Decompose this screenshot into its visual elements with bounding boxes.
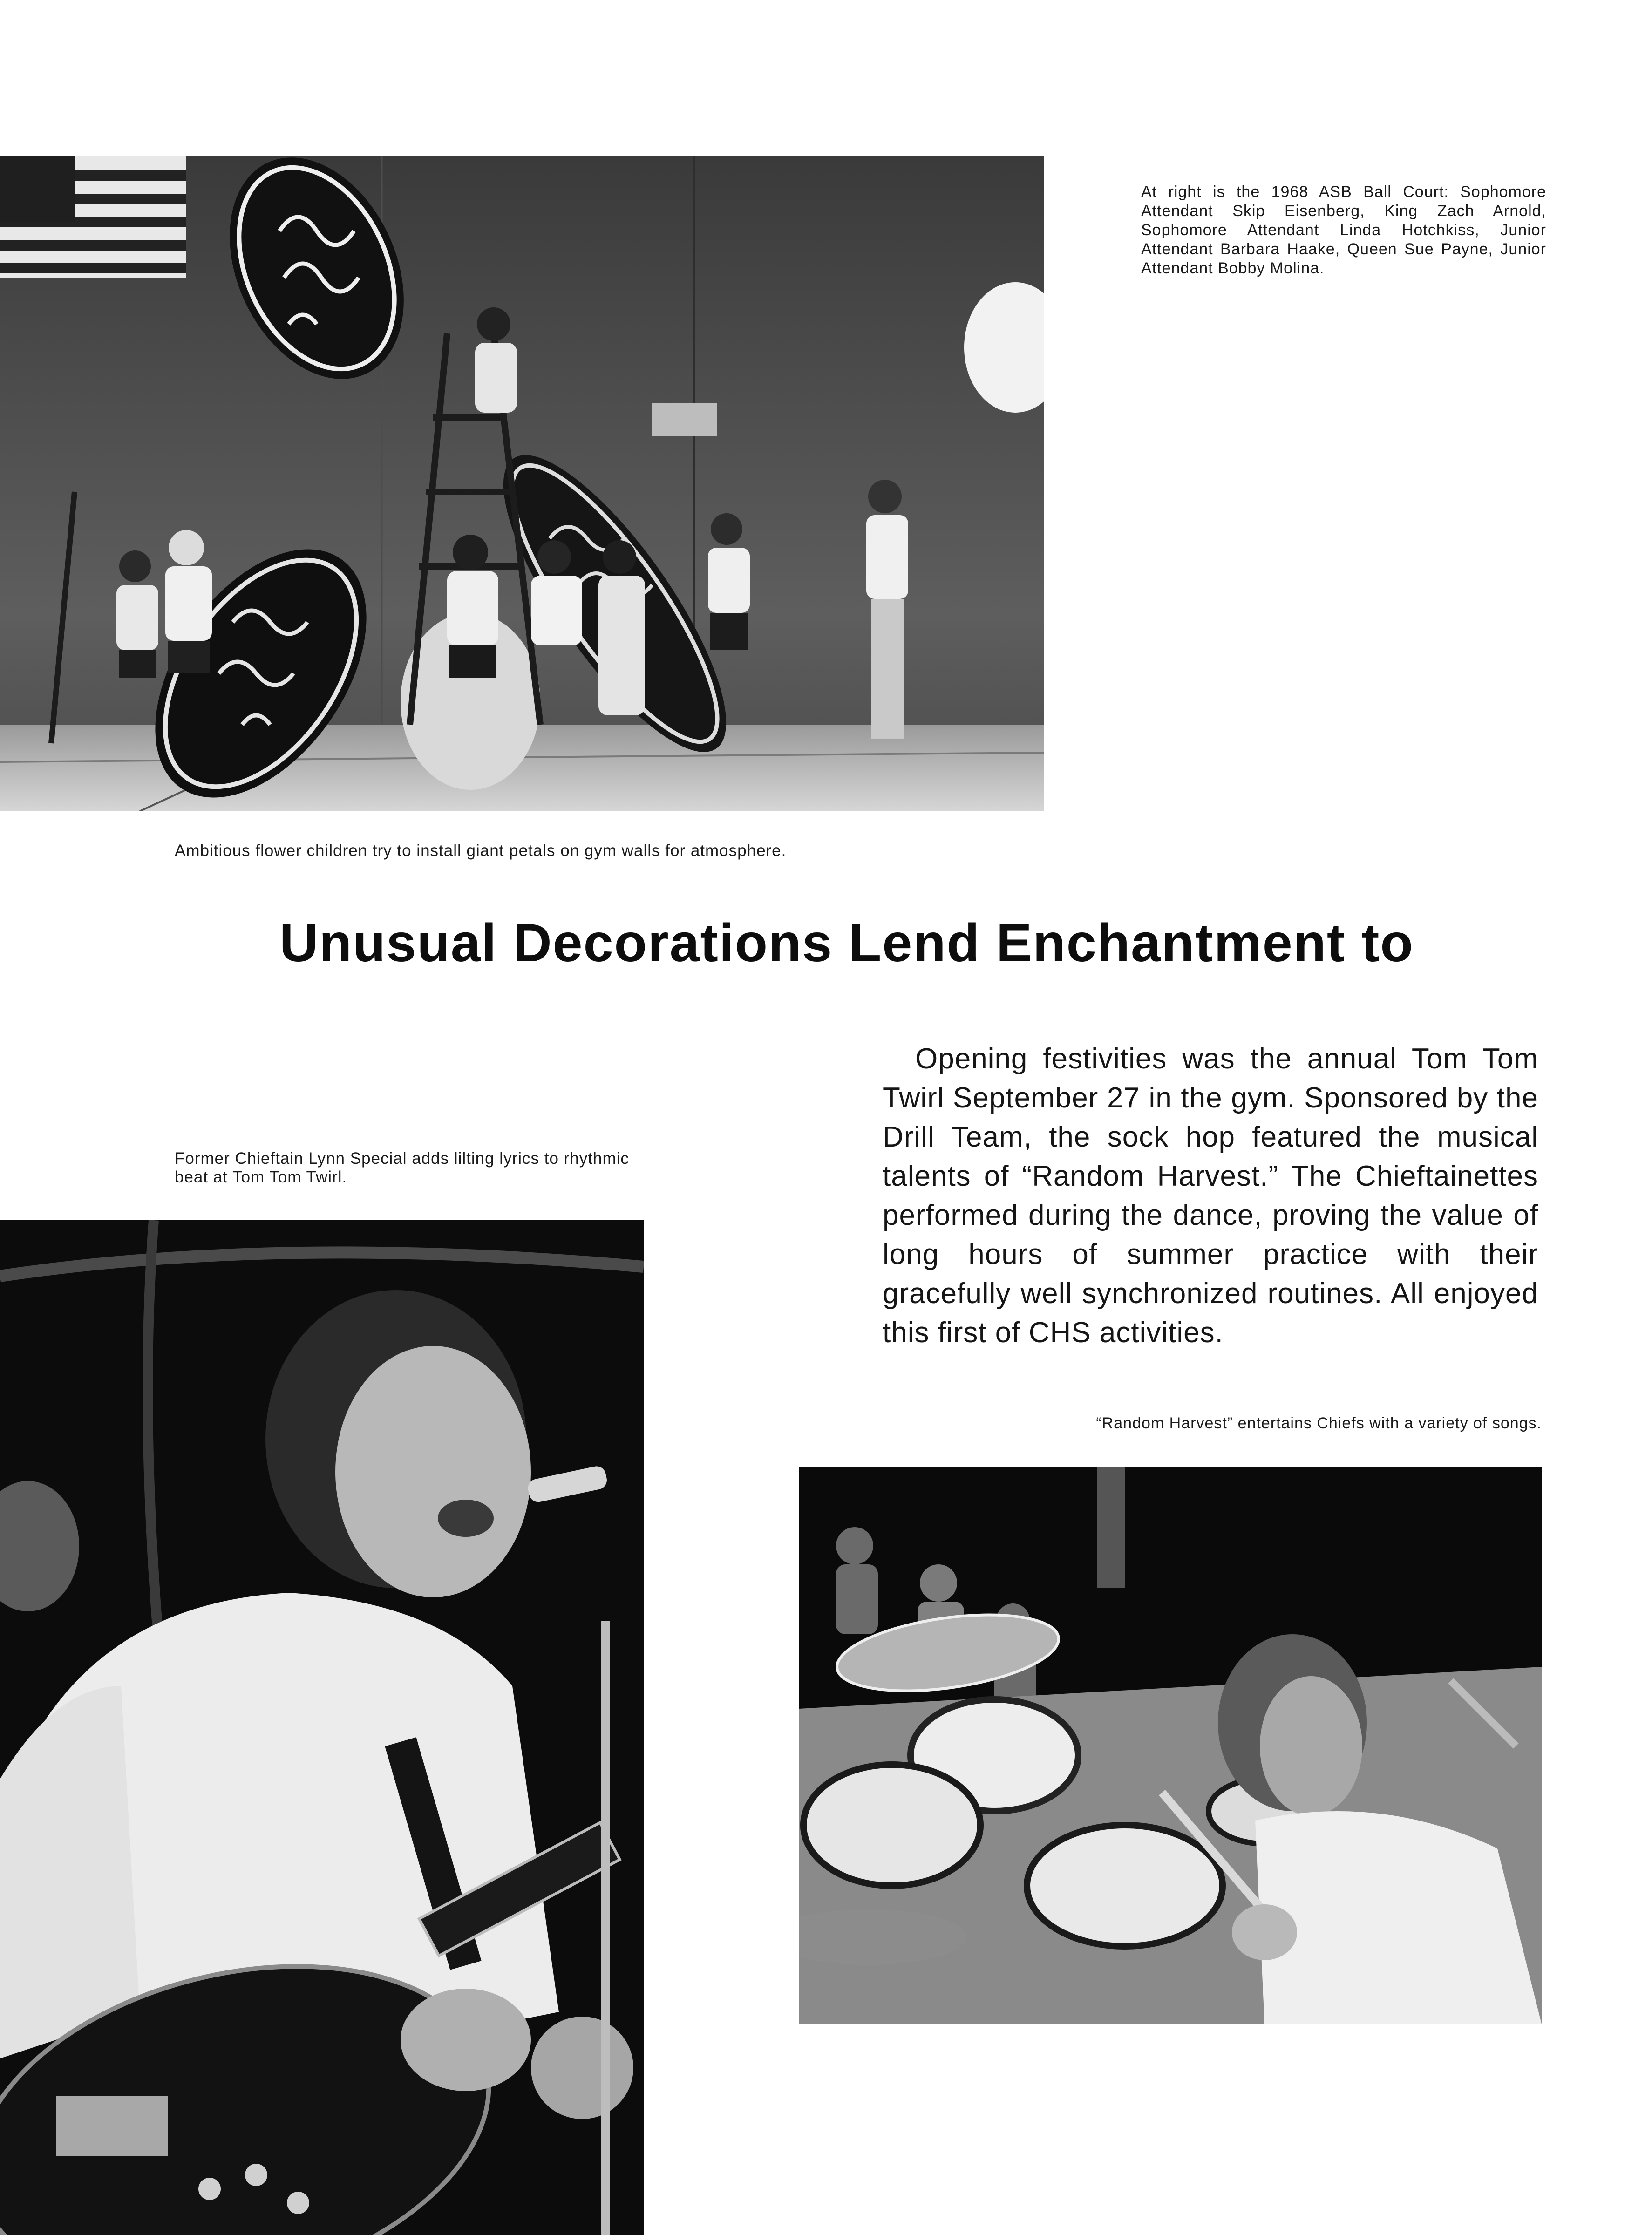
singer-guitarist-photo <box>0 1220 644 2235</box>
gym-photo-caption: Ambitious flower children try to install giant petals on gym walls for atmosphere. <box>175 842 787 860</box>
court-caption: At right is the 1968 ASB Ball Court: Sophomore Attendant Skip Eisenberg, King Zach Arnold, Sophomore Attendant Linda Hotchkiss, Junior Attendant Barbara Haake, Queen Sue Payne, Junior Attendant Bobby Molina. <box>1141 183 1546 277</box>
singer-caption: Former Chieftain Lynn Special adds lilting lyrics to rhythmic beat at Tom Tom Twirl. <box>175 1149 629 1186</box>
drummer-photo-art <box>799 1467 1542 2024</box>
band-caption: “Random Harvest” entertains Chiefs with a variety of songs. <box>1096 1414 1542 1432</box>
page-headline: Unusual Decorations Lend Enchantment to <box>279 913 1414 973</box>
gym-decorating-photo-art <box>0 156 1044 811</box>
article-body: Opening festivities was the annual Tom Tom Twirl September 27 in the gym. Sponsored by the Drill Team, the sock hop featured the musical talents of “Random Harvest.” The Chieftainettes performed during the dance, proving the value of long hours of summer practice with their gracefully well synchronized routines. All enjoyed this first of CHS activities. <box>883 1043 1538 1349</box>
singer-guitarist-photo-art <box>0 1220 644 2235</box>
flag-graphic <box>0 156 186 278</box>
drummer-photo <box>799 1467 1542 2024</box>
gym-decorating-photo <box>0 156 1044 811</box>
